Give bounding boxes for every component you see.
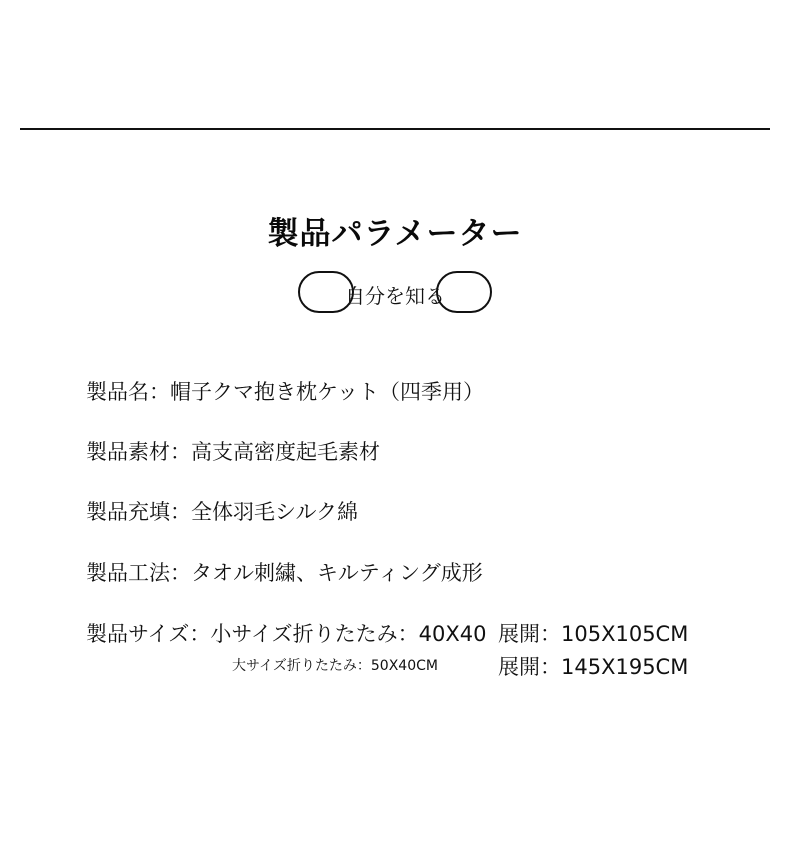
spec-product-method: 製品工法：タオル刺繍、キルティング成形 (86, 561, 483, 585)
spec-product-material: 製品素材：高支高密度起毛素材 (86, 440, 380, 464)
spec-product-size-small-open: 展開：105X105CM (498, 622, 689, 646)
page-title: 製品パラメーター (267, 216, 523, 252)
spec-product-size-small-fold: 製品サイズ：小サイズ折りたたみ：40X40 (86, 622, 487, 646)
spec-product-size-large-fold: 大サイズ折りたたみ：50X40CM (232, 658, 438, 674)
top-divider (20, 128, 770, 130)
spec-product-filling: 製品充填：全体羽毛シルク綿 (86, 500, 359, 524)
spec-product-name: 製品名：帽子クマ抱き枕ケット（四季用） (86, 380, 484, 404)
subtitle-text: 自分を知る (345, 284, 445, 308)
subtitle-badge (298, 271, 492, 313)
spec-product-size-large-open: 展開：145X195CM (498, 655, 689, 679)
